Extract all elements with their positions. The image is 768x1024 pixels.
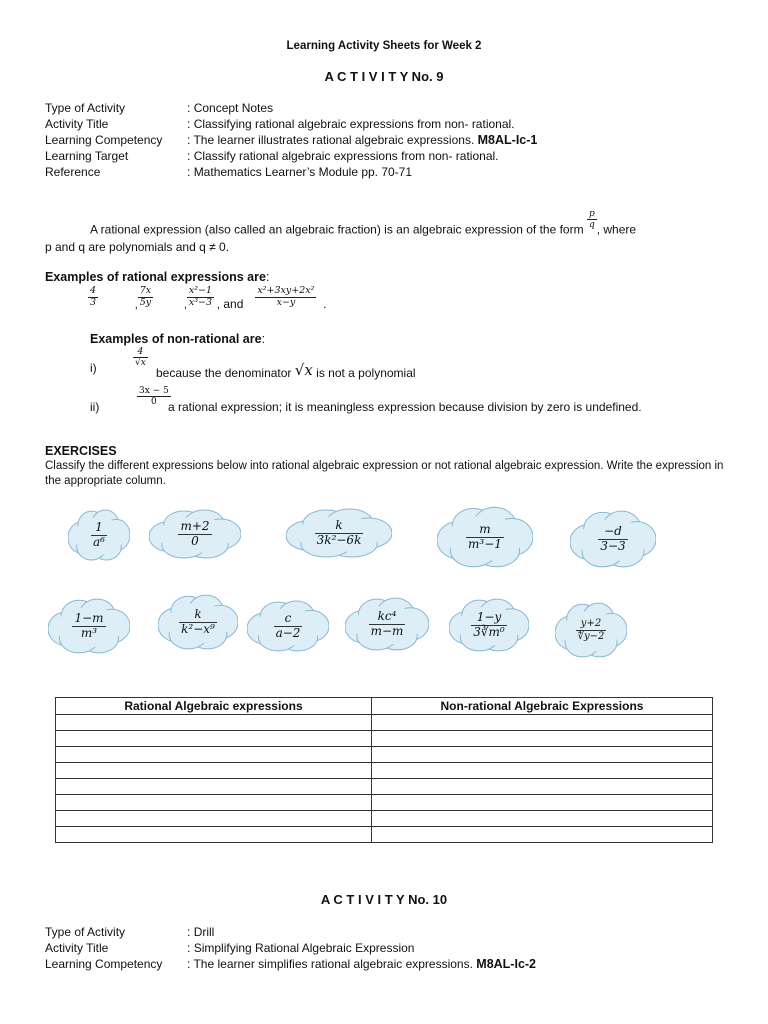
- example-fraction-4: [255, 286, 316, 309]
- nonrational-column-header: Non-rational Algebraic Expressions: [372, 698, 713, 715]
- info-value: Mathematics Learner’s Module pp. 70-71: [193, 165, 413, 179]
- info-colon: :: [187, 117, 191, 131]
- rational-examples-heading: [45, 270, 269, 284]
- info-row: [45, 165, 412, 179]
- numerator: kc⁴: [369, 610, 406, 625]
- info-row: [45, 117, 515, 131]
- info-colon: :: [187, 149, 191, 163]
- expression-cloud: [247, 600, 329, 652]
- denominator: m³−1: [468, 536, 502, 551]
- rational-cell[interactable]: [56, 715, 372, 731]
- numerator: y+2: [576, 618, 607, 631]
- cloud-expression: [179, 608, 217, 637]
- nonrational-item-2-text: a rational expression; it is meaningless expression because division by zero is undefined.: [168, 400, 642, 414]
- example-fraction-2: [138, 286, 153, 309]
- numerator: −d: [598, 525, 627, 540]
- denominator: m³: [80, 625, 98, 640]
- rational-cell[interactable]: [56, 811, 372, 827]
- rational-cell[interactable]: [56, 779, 372, 795]
- expression-cloud: [449, 598, 529, 652]
- numerator: 1−y: [471, 611, 506, 626]
- cloud-expression: [471, 611, 506, 640]
- cloud-expression: [178, 520, 211, 549]
- table-row: [56, 731, 713, 747]
- denominator: x³−3: [188, 296, 213, 308]
- nonrational-examples-heading: [90, 332, 265, 346]
- cloud-expression: [274, 612, 303, 641]
- nonrational-cell[interactable]: [372, 747, 713, 763]
- cloud-expression: [369, 610, 406, 639]
- nonrational-item-2-fraction: [137, 386, 171, 408]
- nonrational-cell[interactable]: [372, 827, 713, 843]
- radical-expression: √x: [294, 361, 313, 379]
- rational-cell[interactable]: [56, 747, 372, 763]
- rational-cell[interactable]: [56, 763, 372, 779]
- nonrational-item-1-fraction: [133, 347, 148, 369]
- cloud-expression: [576, 618, 607, 642]
- heading-text: Examples of non-rational are: [90, 332, 262, 346]
- definition-fraction: [587, 209, 597, 231]
- denominator: ∜y−2: [577, 630, 605, 642]
- denominator: 0: [191, 533, 199, 548]
- info-row: [45, 149, 499, 163]
- nonrational-cell[interactable]: [372, 763, 713, 779]
- table-header-row: [56, 698, 713, 715]
- separator: .: [323, 296, 327, 311]
- separator: ,: [134, 298, 138, 311]
- denominator: 0: [151, 397, 157, 408]
- numerator: k: [179, 608, 217, 623]
- denominator: a−2: [275, 625, 301, 640]
- denominator: m−m: [370, 623, 404, 638]
- separator: , and: [216, 296, 244, 311]
- denominator: 3∛m⁰: [473, 624, 505, 639]
- expression-cloud: [48, 598, 130, 654]
- info-label: Reference: [45, 165, 101, 179]
- exercises-heading: EXERCISES: [45, 444, 117, 458]
- cloud-expression: [72, 612, 105, 641]
- table-row: [56, 779, 713, 795]
- table-row: [56, 811, 713, 827]
- denominator: k²−x⁹: [181, 621, 215, 636]
- denominator: 5y: [139, 296, 152, 308]
- info-colon: :: [187, 101, 191, 115]
- info-colon: :: [187, 925, 191, 939]
- reason-text: because the denominator: [156, 366, 292, 380]
- info-value: Concept Notes: [193, 101, 274, 115]
- info-row: [45, 133, 537, 147]
- rational-cell[interactable]: [56, 827, 372, 843]
- rational-cell[interactable]: [56, 795, 372, 811]
- classification-table: [55, 697, 713, 843]
- expression-cloud: [286, 508, 392, 558]
- separator: ,: [183, 298, 187, 311]
- definition-text: A rational expression (also called an algebraic fraction) is an algebraic expression of the form: [90, 222, 584, 237]
- numerator: m+2: [180, 518, 210, 533]
- numerator: 4: [133, 347, 148, 358]
- definition-line-2: p and q are polynomials and q ≠ 0.: [45, 240, 230, 254]
- rational-column-header: Rational Algebraic expressions: [56, 698, 372, 715]
- info-label: Type of Activity: [45, 925, 126, 939]
- expression-cloud: [555, 602, 627, 658]
- table-row: [56, 827, 713, 843]
- heading-text: Examples of rational expressions are: [45, 270, 266, 284]
- expression-cloud: [158, 594, 238, 650]
- info-value: Classifying rational algebraic expressions from non- rational.: [193, 117, 515, 131]
- info-label: Learning Target: [45, 149, 129, 163]
- nonrational-cell[interactable]: [372, 779, 713, 795]
- expression-cloud: [437, 506, 533, 568]
- numerator: k: [315, 519, 364, 534]
- numerator: x²+3xy+2x²: [257, 285, 315, 296]
- denominator: 3: [90, 296, 97, 308]
- info-value: Simplifying Rational Algebraic Expression: [193, 941, 415, 955]
- info-label: Type of Activity: [45, 101, 126, 115]
- fraction-denominator: q: [588, 220, 595, 231]
- rational-cell[interactable]: [56, 731, 372, 747]
- info-colon: :: [187, 133, 191, 147]
- definition-line-1: [90, 209, 636, 236]
- info-value: Classify rational algebraic expressions from non- rational.: [193, 149, 499, 163]
- info-label: Learning Competency: [45, 957, 163, 971]
- info-row: [45, 925, 214, 939]
- numerator: 7x: [138, 286, 153, 298]
- table-row: [56, 715, 713, 731]
- table-row: [56, 747, 713, 763]
- nonrational-cell[interactable]: [372, 715, 713, 731]
- cloud-expression: [91, 521, 107, 550]
- info-row: [45, 101, 273, 115]
- info-row: [45, 941, 414, 955]
- denominator: √x: [135, 358, 146, 369]
- activity-10-heading: A C T I V I T Y No. 10: [320, 892, 448, 907]
- nonrational-item-1-roman: i): [90, 361, 97, 375]
- competency-code: M8AL-Ic-1: [477, 133, 538, 147]
- denominator: 3k²−6k: [316, 532, 362, 547]
- nonrational-item-2-roman: ii): [90, 400, 100, 414]
- expression-cloud: [149, 509, 241, 559]
- competency-code: M8AL-Ic-2: [476, 957, 537, 971]
- info-value: Drill: [193, 925, 215, 939]
- numerator: 1: [91, 521, 107, 536]
- cloud-expression: [315, 519, 364, 548]
- info-value: The learner simplifies rational algebraic expressions.: [193, 957, 473, 971]
- numerator: 1−m: [74, 610, 104, 625]
- numerator: 3x − 5: [139, 386, 169, 396]
- reason-text-end: is not a polynomial: [316, 366, 416, 380]
- cloud-expression: [466, 523, 504, 552]
- info-value: The learner illustrates rational algebraic expressions.: [193, 133, 475, 147]
- numerator: c: [274, 612, 303, 627]
- numerator: 4: [90, 285, 97, 296]
- nonrational-item-1-text: [156, 361, 416, 380]
- table-row: [56, 763, 713, 779]
- example-fraction-3: [187, 286, 214, 309]
- exercises-instructions: Classify the different expressions below into rational algebraic expression or not rational algebraic expression. Write the expression in the appropriate column.: [45, 460, 724, 487]
- heading-colon: :: [261, 332, 266, 346]
- example-fraction-1: [88, 286, 98, 309]
- numerator: m: [466, 523, 504, 538]
- cloud-expression: [598, 525, 627, 554]
- definition-where: , where: [596, 222, 637, 237]
- info-colon: :: [187, 941, 191, 955]
- denominator: a⁶: [93, 534, 105, 549]
- nonrational-cell[interactable]: [372, 731, 713, 747]
- denominator: 3−3: [600, 538, 626, 553]
- numerator: x²−1: [188, 285, 213, 296]
- activity-9-heading: A C T I V I T Y No. 9: [324, 69, 444, 84]
- fraction-numerator: p: [588, 209, 595, 219]
- expression-cloud: [345, 597, 429, 651]
- info-label: Activity Title: [45, 117, 109, 131]
- denominator: x−y: [276, 296, 296, 308]
- nonrational-cell[interactable]: [372, 795, 713, 811]
- rational-examples-row: [88, 286, 326, 320]
- heading-colon: :: [265, 270, 270, 284]
- info-colon: :: [187, 165, 191, 179]
- nonrational-cell[interactable]: [372, 811, 713, 827]
- info-label: Activity Title: [45, 941, 109, 955]
- info-colon: :: [187, 957, 191, 971]
- expression-cloud: [68, 509, 130, 561]
- sheet-title: Learning Activity Sheets for Week 2: [286, 40, 482, 52]
- info-label: Learning Competency: [45, 133, 163, 147]
- expression-cloud: [570, 510, 656, 568]
- table-row: [56, 795, 713, 811]
- info-row: [45, 957, 536, 971]
